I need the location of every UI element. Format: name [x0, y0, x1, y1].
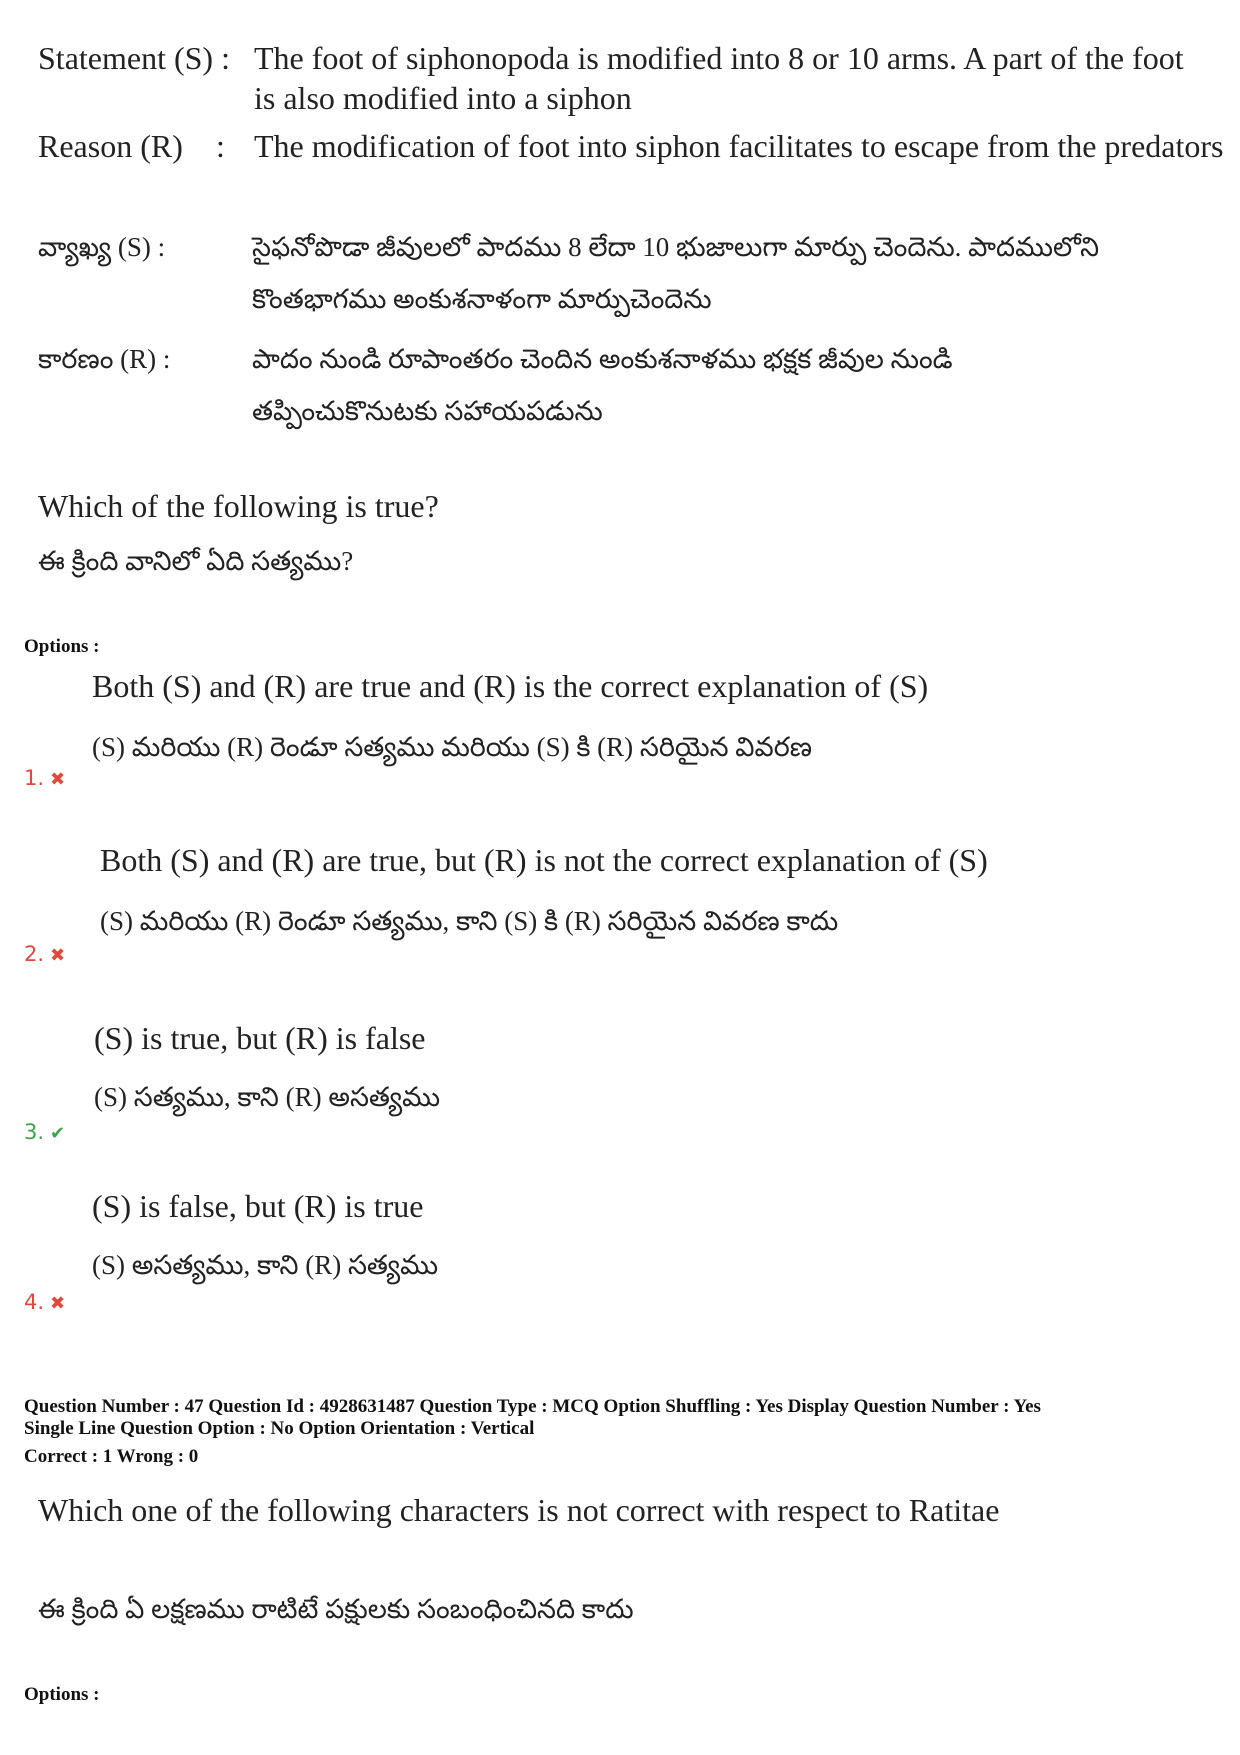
reason-text: The modification of foot into siphon facilitates to escape from the predators [254, 128, 1224, 164]
next-options-label: Options : [24, 1684, 100, 1705]
option-1-number[interactable] [24, 766, 65, 790]
option-4-number-label: 4. [24, 1290, 45, 1314]
check-icon: ✔ [50, 1123, 66, 1144]
question-prompt-en: Which of the following is true? [38, 488, 439, 524]
reason-colon: : [216, 128, 225, 164]
te-statement-label: వ్యాఖ్య (S) : [38, 232, 166, 262]
option-4-text-en: (S) is false, but (R) is true [92, 1188, 424, 1224]
option-2-text-en: Both (S) and (R) are true, but (R) is not the correct explanation of (S) [100, 842, 988, 878]
option-3-number[interactable] [24, 1120, 65, 1144]
cross-icon: ✖ [50, 1293, 66, 1314]
option-3-number-label: 3. [24, 1120, 45, 1144]
next-question-text-en: Which one of the following characters is not correct with respect to Ratitae [38, 1492, 1000, 1528]
question-meta-line1: Question Number : 47 Question Id : 4928631487 Question Type : MCQ Option Shuffling : Yes Display Question Number : Yes [24, 1396, 1041, 1417]
reason-label: Reason (R) [38, 128, 183, 164]
option-1-text-te: (S) మరియు (R) రెండూ సత్యము మరియు (S) కి (R) సరియైన వివరణ [92, 732, 813, 762]
option-3-text-te: (S) సత్యము, కాని (R) అసత్యము [94, 1082, 441, 1112]
te-statement-line2: కొంతభాగము అంకుశనాళంగా మార్పుచెందెను [252, 284, 712, 314]
te-reason-line2: తప్పించుకొనుటకు సహాయపడును [252, 396, 603, 426]
next-question-text-te: ఈ క్రింది ఏ లక్షణము రాటిటే పక్షులకు సంబంధించినది కాదు [38, 1594, 634, 1624]
te-reason-line1: పాదం నుండి రూపాంతరం చెందిన అంకుశనాళము భక్షక జీవుల నుండి [252, 344, 953, 374]
statement-label: Statement (S) : [38, 40, 230, 76]
options-label: Options : [24, 636, 100, 657]
te-statement-line1: సైఫనోపొడా జీవులలో పాదము 8 లేదా 10 భుజాలుగా మార్పు చెందెను. పాదములోని [252, 232, 1100, 262]
question-meta-line2: Single Line Question Option : No Option Orientation : Vertical [24, 1418, 535, 1439]
option-4-text-te: (S) అసత్యము, కాని (R) సత్యము [92, 1250, 439, 1280]
option-2-number[interactable] [24, 942, 65, 966]
question-meta-line3: Correct : 1 Wrong : 0 [24, 1446, 199, 1467]
te-reason-label: కారణం (R) : [38, 344, 171, 374]
cross-icon: ✖ [50, 769, 66, 790]
option-4-number[interactable] [24, 1290, 65, 1314]
option-3-text-en: (S) is true, but (R) is false [94, 1020, 426, 1056]
option-1-number-label: 1. [24, 766, 45, 790]
option-2-text-te: (S) మరియు (R) రెండూ సత్యము, కాని (S) కి (R) సరియైన వివరణ కాదు [100, 906, 839, 936]
question-prompt-te: ఈ క్రింది వానిలో ఏది సత్యము? [38, 546, 354, 576]
cross-icon: ✖ [50, 945, 66, 966]
statement-text-line1: The foot of siphonopoda is modified into 8 or 10 arms. A part of the foot [254, 40, 1184, 76]
option-1-text-en: Both (S) and (R) are true and (R) is the correct explanation of (S) [92, 668, 929, 704]
option-2-number-label: 2. [24, 942, 45, 966]
statement-text-line2: is also modified into a siphon [254, 80, 632, 116]
